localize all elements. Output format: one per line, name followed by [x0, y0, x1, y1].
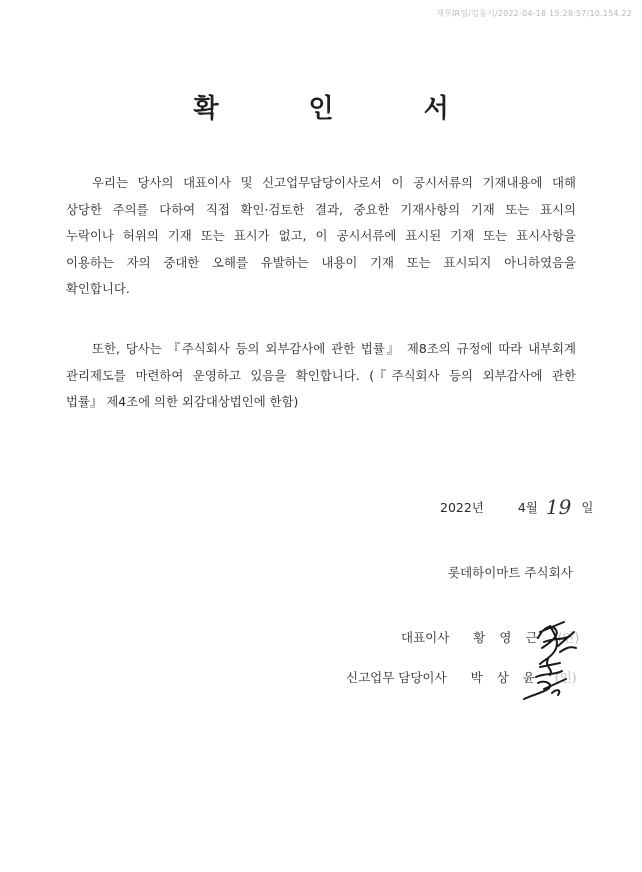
signer-name: 황영근: [473, 630, 552, 645]
company-name: 롯데하이마트 주식회사: [448, 565, 573, 580]
document-timestamp: 재무IR팀/김동기/2022-04-18 15:28:57/10.154.22: [436, 9, 632, 18]
signer-name: 박상윤: [470, 670, 549, 685]
document-title: [0, 88, 642, 125]
paragraph-line: 관리제도를 마련하여 운영하고 있음을 확인합니다. (『주식회사 등의 외부감사에 관한: [66, 367, 576, 383]
date-day-suffix: 일: [581, 500, 594, 515]
date-day-handwritten: 19: [545, 495, 572, 519]
internal-control-paragraph: [66, 336, 576, 416]
title-char: 확: [193, 94, 219, 124]
title-char: 인: [308, 94, 334, 124]
paragraph-line: 법률』 제4조에 의한 외감대상법인에 한함): [66, 394, 299, 409]
paragraph-line: 우리는 당사의 대표이사 및 신고업무담당이사로서 이 공시서류의 기재내용에 대해: [92, 175, 576, 190]
document-date: [440, 493, 593, 517]
paragraph-line: 또한, 당사는 『주식회사 등의 외부감사에 관한 법률』 제8조의 규정에 따라 내부회계: [92, 341, 576, 356]
seal-mark: (인): [554, 670, 577, 685]
paragraph-line: 상당한 주의를 다하여 직접 확인·검토한 결과, 중요한 기재사항의 기재 또는 표시의: [66, 201, 576, 217]
signature-director: [518, 655, 572, 705]
confirmation-paragraph: [66, 170, 576, 303]
signer-role: 대표이사: [401, 630, 450, 645]
date-year: 2022년: [440, 500, 484, 515]
seal-mark: (인): [557, 630, 580, 645]
title-char: 서: [423, 94, 449, 124]
date-month: 4월: [517, 500, 538, 515]
signer-role: 신고업무 담당이사: [346, 670, 447, 685]
paragraph-line: 누락이나 허위의 기재 또는 표시가 없고, 이 공시서류에 표시된 기재 또는 표시사항을: [66, 228, 576, 243]
paragraph-line: 이용하는 자의 중대한 오해를 유발하는 내용이 기재 또는 표시되지 아니하였음을: [66, 254, 576, 270]
paragraph-line: 확인합니다.: [66, 281, 130, 296]
